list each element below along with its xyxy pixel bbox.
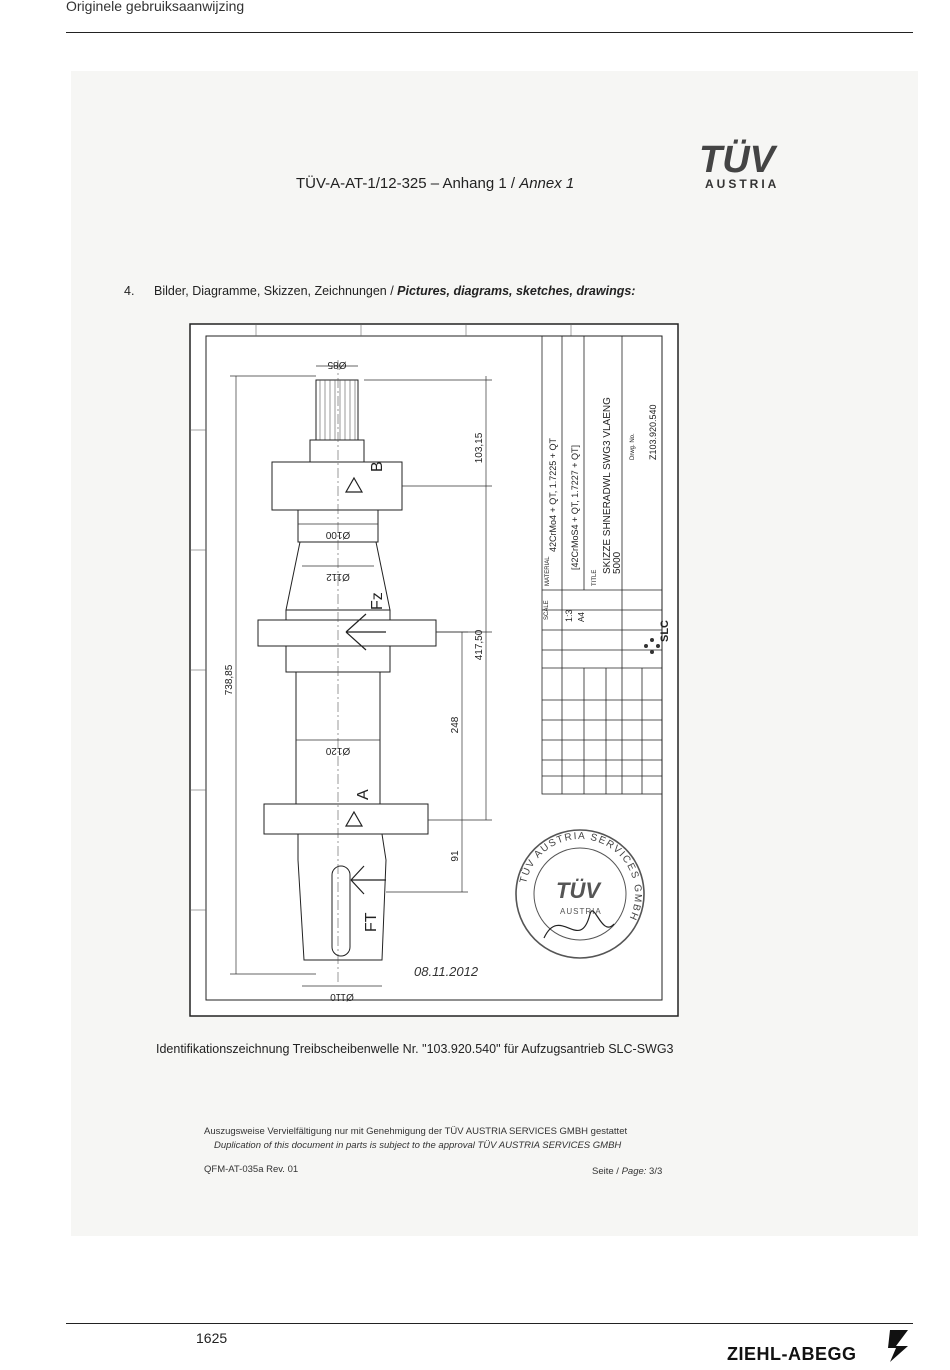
stamp-mark: TÜV xyxy=(556,878,600,903)
dim-103: 103,15 xyxy=(474,432,485,464)
tuv-logo-sub: AUSTRIA xyxy=(705,177,780,191)
material-line-1: 42CrMo4 + QT, 1.7225 + QT xyxy=(548,437,558,552)
dim-d110: Ø110 xyxy=(330,991,354,1002)
footer-copyright-en: Duplication of this document in parts is subject to the approval TÜV AUSTRIA SERVICES GMBH xyxy=(214,1140,622,1151)
label-a: A xyxy=(355,789,372,800)
section-heading xyxy=(124,284,635,298)
drawing-number: Z103.920.540 xyxy=(648,404,658,460)
keyway-slot xyxy=(332,866,350,956)
dim-417: 417,50 xyxy=(474,629,485,661)
stamp-sub: AUSTRIA xyxy=(560,907,602,916)
document-title xyxy=(296,175,574,192)
drawing-caption: Identifikationszeichnung Treibscheibenwelle Nr. "103.920.540" für Aufzugsantrieb SLC-SWG3 xyxy=(156,1042,674,1056)
material-label: MATERIAL xyxy=(545,556,551,586)
stamp-ring-text: TÜV AUSTRIA SERVICES GMBH xyxy=(518,830,644,923)
label-ft: FT xyxy=(363,912,380,932)
scale-value: 1:3 xyxy=(564,609,574,622)
dim-d100: Ø100 xyxy=(325,529,351,540)
section-text-en: Pictures, diagrams, sketches, drawings: xyxy=(397,284,636,298)
drawing-no-label: Drwg. No. xyxy=(630,433,636,460)
dim-248: 248 xyxy=(450,716,461,734)
dim-d85: Ø85 xyxy=(327,359,347,370)
footer-page-label-en: Page: xyxy=(621,1166,647,1177)
company-code: SLC xyxy=(659,620,671,642)
document-title-main: TÜV-A-AT-1/12-325 – Anhang 1 / xyxy=(296,175,520,192)
footer-rule xyxy=(66,1323,913,1324)
manual-title: Originele gebruiksaanwijzing xyxy=(66,0,245,14)
tuv-logo-mark: TÜV xyxy=(699,139,775,181)
title-label: TITLE xyxy=(592,569,598,586)
footer-page-info xyxy=(592,1166,662,1177)
footer-page-label: Seite / xyxy=(592,1166,622,1177)
footer-copyright-de: Auszugsweise Vervielfältigung nur mit Genehmigung der TÜV AUSTRIA SERVICES GMBH gestattet xyxy=(204,1126,628,1137)
dim-d112: Ø112 xyxy=(326,571,350,582)
section-number: 4. xyxy=(124,284,135,298)
format-value: A4 xyxy=(577,612,586,622)
ziehl-abegg-logo-icon xyxy=(886,1328,912,1364)
bearing-a xyxy=(264,804,428,834)
spline-section xyxy=(316,380,358,440)
label-fz: Fz xyxy=(369,592,386,610)
technical-drawing xyxy=(186,320,682,1020)
footer-form-number: QFM-AT-035a Rev. 01 xyxy=(204,1164,299,1175)
section-text-de: Bilder, Diagramme, Skizzen, Zeichnungen / xyxy=(154,284,398,298)
footer-page-value: 3/3 xyxy=(646,1166,663,1177)
page-number: 1625 xyxy=(196,1330,228,1346)
shaft-neck xyxy=(310,440,364,462)
drawing-date: 08.11.2012 xyxy=(414,964,479,979)
drawing-title-2: 5000 xyxy=(612,551,623,574)
label-b: B xyxy=(369,461,386,472)
material-line-2: [42CrMoS4 + QT, 1.7227 + QT] xyxy=(570,444,580,570)
header-rule xyxy=(66,32,913,33)
scale-label: SCALE xyxy=(544,600,550,620)
document-title-annex: Annex 1 xyxy=(519,175,575,192)
dim-738: 738,85 xyxy=(224,664,235,696)
dim-d120: Ø120 xyxy=(325,745,351,756)
brand-name: ZIEHL-ABEGG xyxy=(727,1344,857,1364)
dim-91: 91 xyxy=(450,850,461,862)
drawing-title-1: SKIZZE SHNERADWL SWG3 VLAENG xyxy=(602,397,613,574)
tuv-austria-logo xyxy=(695,132,815,192)
